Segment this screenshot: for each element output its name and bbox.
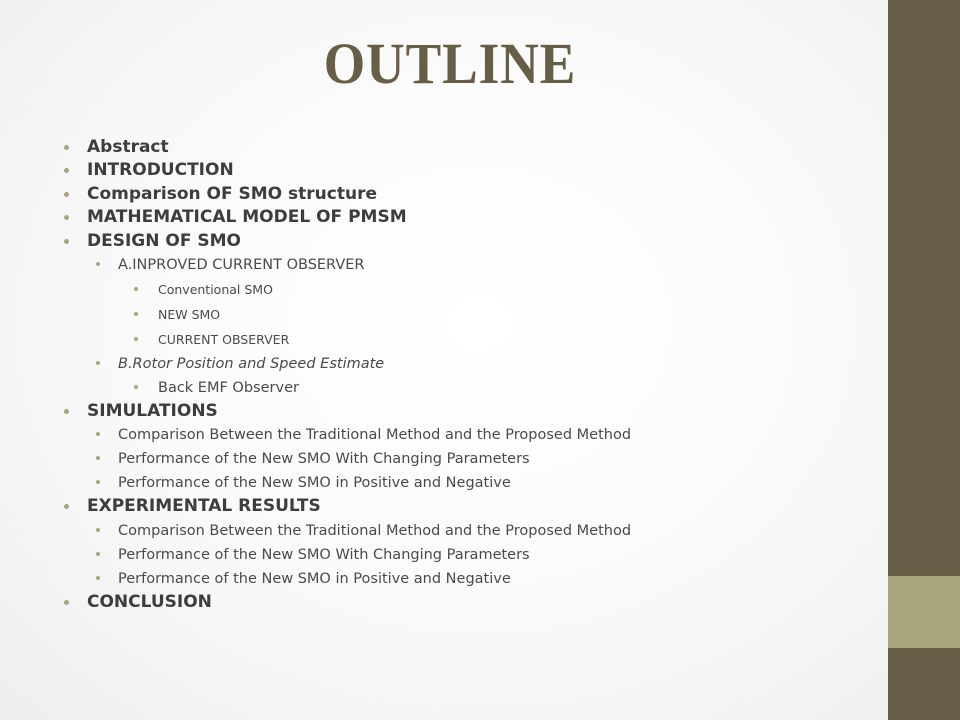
bullet-icon xyxy=(96,528,100,532)
outline-item-text: Comparison Between the Traditional Method and the Proposed Method xyxy=(118,427,632,444)
outline-subitem-sim-comparison xyxy=(62,423,862,447)
outline-item-text: INTRODUCTION xyxy=(87,160,234,181)
outline-item-text: DESIGN OF SMO xyxy=(87,230,241,251)
bullet-icon xyxy=(64,504,69,509)
bullet-icon xyxy=(134,337,138,341)
outline-item-text: Conventional SMO xyxy=(158,282,273,298)
outline-subsubitem-current-observer xyxy=(62,327,862,352)
bullet-icon xyxy=(64,215,69,220)
outline-subitem-sim-positive-negative xyxy=(62,471,862,495)
outline-subitem-sim-changing-parameters xyxy=(62,447,862,471)
outline-item-text: Comparison OF SMO structure xyxy=(87,183,378,204)
outline-item-text: MATHEMATICAL MODEL OF PMSM xyxy=(87,207,407,228)
outline-subitem-improved-current-observer xyxy=(62,253,862,277)
bullet-icon xyxy=(64,409,69,414)
outline-item-text: SIMULATIONS xyxy=(87,401,218,422)
outline-subitem-exp-positive-negative xyxy=(62,567,862,591)
outline-item-introduction xyxy=(62,159,862,182)
bullet-icon xyxy=(134,385,138,389)
bullet-icon xyxy=(96,480,100,484)
outline-subitem-exp-changing-parameters xyxy=(62,543,862,567)
outline-item-text: CONCLUSION xyxy=(87,591,212,612)
outline-item-text: NEW SMO xyxy=(158,307,221,323)
outline-item-text: EXPERIMENTAL RESULTS xyxy=(87,496,321,517)
outline-item-text: Abstract xyxy=(87,137,169,157)
outline-item-text: B.Rotor Position and Speed Estimate xyxy=(118,356,385,373)
outline-item-text: CURRENT OBSERVER xyxy=(158,332,290,348)
outline-item-experimental-results xyxy=(62,495,862,518)
bullet-icon xyxy=(64,192,69,197)
bullet-icon xyxy=(96,552,100,556)
bullet-icon xyxy=(96,456,100,460)
outline-item-text: Performance of the New SMO in Positive and Negative xyxy=(118,570,511,587)
slide-title: OUTLINE xyxy=(323,31,577,96)
bullet-icon xyxy=(134,312,138,316)
outline-subsubitem-conventional-smo xyxy=(62,277,862,302)
outline-item-text: A.INPROVED CURRENT OBSERVER xyxy=(118,257,365,274)
outline-item-text: Comparison Between the Traditional Method and the Proposed Method xyxy=(118,522,632,539)
outline-item-text: Performance of the New SMO in Positive and Negative xyxy=(118,475,511,492)
bullet-icon xyxy=(64,145,69,150)
outline-list xyxy=(62,136,862,614)
outline-item-text: Performance of the New SMO With Changing Parameters xyxy=(118,451,530,468)
outline-subitem-exp-comparison xyxy=(62,519,862,543)
right-decorative-accent-block xyxy=(888,576,960,648)
bullet-icon xyxy=(96,361,100,365)
outline-item-text: Performance of the New SMO With Changing Parameters xyxy=(118,546,530,563)
outline-subitem-rotor-position xyxy=(62,352,862,376)
outline-item-abstract xyxy=(62,136,862,159)
bullet-icon xyxy=(64,168,69,173)
outline-item-design-of-smo xyxy=(62,230,862,253)
outline-item-simulations xyxy=(62,400,862,423)
outline-item-conclusion xyxy=(62,591,862,614)
bullet-icon xyxy=(134,287,138,291)
outline-subsubitem-back-emf-observer xyxy=(62,376,862,400)
bullet-icon xyxy=(64,600,69,605)
outline-item-text: Back EMF Observer xyxy=(158,380,299,397)
bullet-icon xyxy=(96,576,100,580)
bullet-icon xyxy=(96,432,100,436)
outline-subsubitem-new-smo xyxy=(62,302,862,327)
outline-item-comparison-smo-structure xyxy=(62,183,862,206)
bullet-icon xyxy=(64,239,69,244)
outline-item-mathematical-model xyxy=(62,206,862,229)
bullet-icon xyxy=(96,262,100,266)
